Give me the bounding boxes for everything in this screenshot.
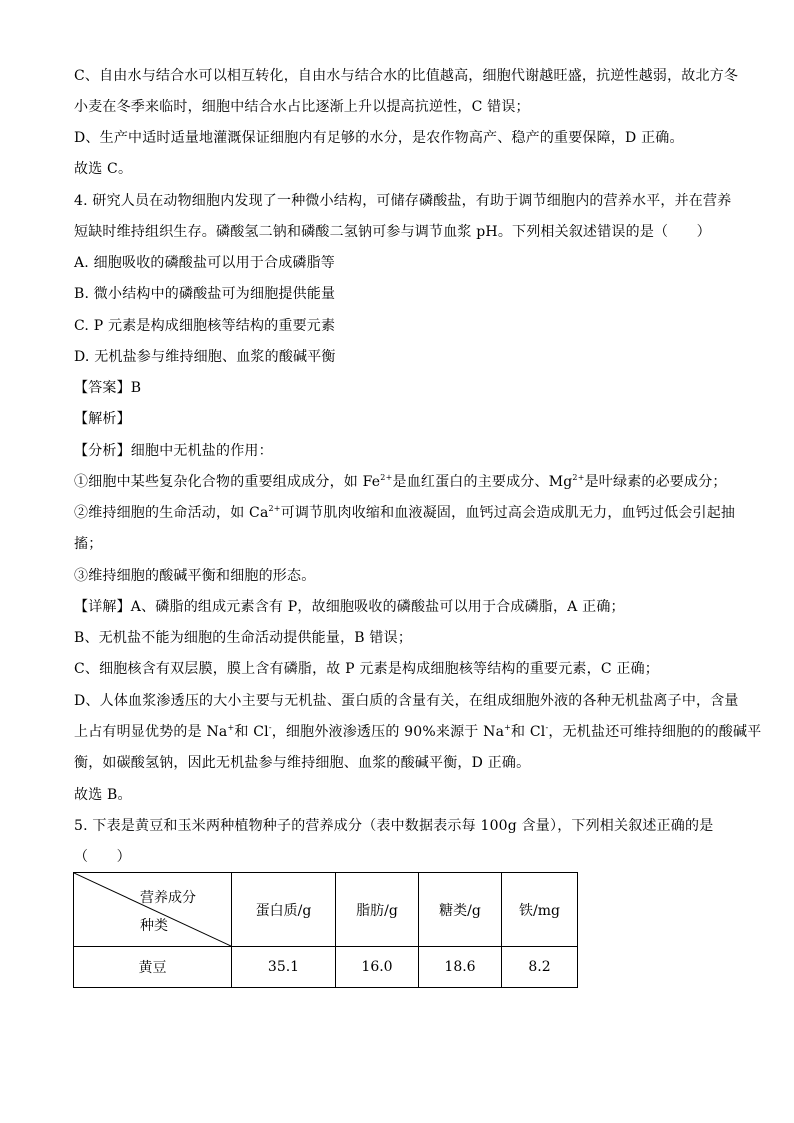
table-cell: 8.2 [502, 947, 578, 988]
text-line: C、自由水与结合水可以相互转化，自由水与结合水的比值越高，细胞代谢越旺盛，抗逆性越弱，故北方冬 [74, 68, 739, 84]
table-header-row [74, 873, 578, 947]
analysis-point-2: ②维持细胞的生命活动，如 $Ca^{2+}$可调节肌肉收缩和血液凝固，血钙过高会造成肌无力，血钙过低会引起抽 [74, 504, 736, 521]
detail-a: 【详解】A、磷脂的组成元素含有 P，故细胞吸收的磷酸盐可以用于合成磷脂，A 正确； [74, 599, 625, 615]
text-line: 小麦在冬季来临时，细胞中结合水占比逐渐上升以提高抗逆性，C 错误； [74, 99, 530, 115]
text-line: D、生产中适时适量地灌溉保证细胞内有足够的水分，是农作物高产、稳产的重要保障，D 正确。 [74, 130, 684, 146]
table-cell: 18.6 [419, 947, 502, 988]
question-5-stem: 5. 下表是黄豆和玉米两种植物种子的营养成分（表中数据表示每 100g 含量），下列相关叙述正确的是 [74, 818, 714, 834]
table-header-cell: 脂肪/g [336, 873, 419, 947]
detail-d: D、人体血浆渗透压的大小主要与无机盐、蛋白质的含量有关，在组成细胞外液的各种无机盐离子中，含量 [74, 693, 739, 709]
detail-c: C、细胞核含有双层膜，膜上含有磷脂，故 P 元素是构成细胞核等结构的重要元素，C 正确； [74, 661, 659, 677]
option-b: B. 微小结构中的磷酸盐可为细胞提供能量 [74, 286, 336, 302]
option-d: D. 无机盐参与维持细胞、血浆的酸碱平衡 [74, 349, 336, 365]
question-4-stem: 4. 研究人员在动物细胞内发现了一种微小结构，可储存磷酸盐，有助于调节细胞内的营养水平，并在营养 [74, 193, 732, 209]
table-row [74, 947, 578, 988]
corner-top-label: 营养成分 [140, 890, 196, 906]
detail-b: B、无机盐不能为细胞的生命活动提供能量，B 错误； [74, 630, 413, 646]
table-row-label: 黄豆 [74, 947, 232, 988]
table-header-cell: 糖类/g [419, 873, 502, 947]
question-4-stem: 短缺时维持组织生存。磷酸氢二钠和磷酸二氢钠可参与调节血浆 pH。下列相关叙述错误的是（ ） [74, 224, 711, 240]
table-corner-cell [74, 873, 232, 947]
detail-d-cont: 衡，如碳酸氢钠，因此无机盐参与维持细胞、血浆的酸碱平衡，D 正确。 [74, 755, 531, 771]
diagonal-divider [74, 873, 231, 946]
text-line: 故选 C。 [74, 161, 133, 177]
analysis-point-2-cont: 搐； [74, 536, 103, 552]
corner-bottom-label: 种类 [140, 918, 168, 934]
option-c: C. P 元素是构成细胞核等结构的重要元素 [74, 318, 336, 334]
detail-d-cont: 上占有明显优势的是 Na+和 Cl-，细胞外液渗透压的 90%来源于 Na+和 Cl-，无机盐还可维持细胞的的酸碱平 [74, 723, 762, 740]
analysis-point-3: ③维持细胞的酸碱平衡和细胞的形态。 [74, 568, 316, 584]
nutrition-table [73, 872, 578, 988]
choice-conclusion: 故选 B。 [74, 787, 132, 803]
analysis-point-1: ①细胞中某些复杂化合物的重要组成成分，如 $Fe^{2+}$是血红蛋白的主要成分、$Mg^{2+}$是叶绿素的必要成分； [74, 473, 727, 490]
option-a: A. 细胞吸收的磷酸盐可以用于合成磷脂等 [74, 255, 336, 271]
answer-label: 【答案】B [74, 380, 142, 396]
table-header-cell: 铁/mg [502, 873, 578, 947]
table-cell: 16.0 [336, 947, 419, 988]
analysis-intro: 【分析】细胞中无机盐的作用： [74, 443, 273, 459]
table-cell: 35.1 [232, 947, 336, 988]
table-header-cell: 蛋白质/g [232, 873, 336, 947]
question-5-stem: （ ） [74, 849, 131, 865]
analysis-heading: 【解析】 [74, 411, 131, 427]
